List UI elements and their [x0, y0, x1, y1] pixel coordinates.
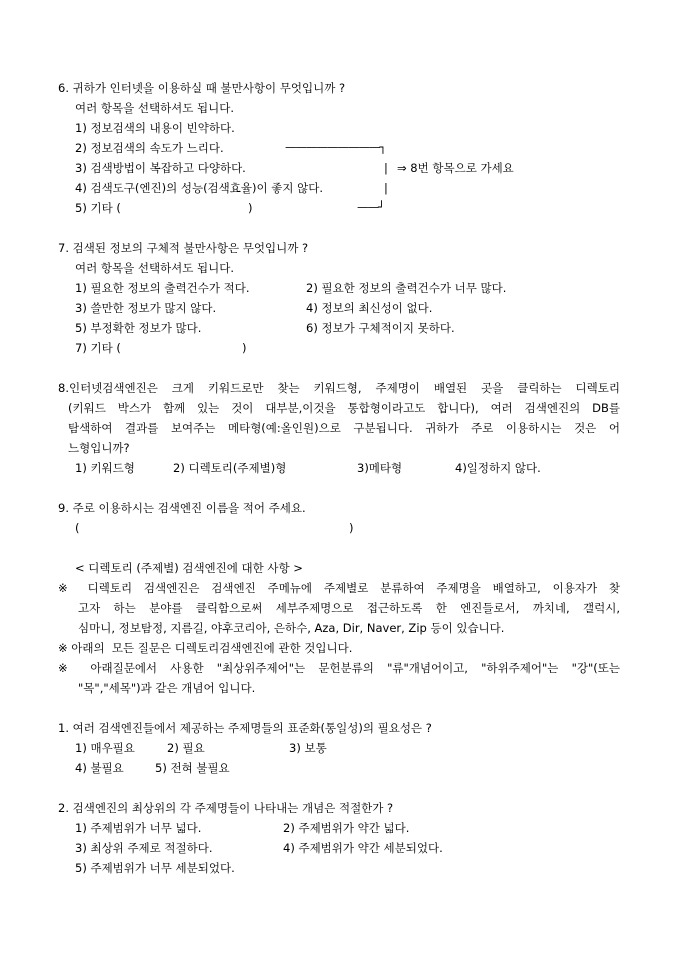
q8-option-3: 3)메타형: [357, 461, 403, 475]
s1-option-5: 5) 전혀 불필요: [155, 761, 230, 775]
q9-answer-open: (: [75, 521, 80, 535]
s1-option-1: 1) 매우필요: [75, 741, 135, 755]
q6-skip-instruction: ⇒ 8번 항목으로 가세요: [397, 161, 514, 175]
s2-option-4: 4) 주제범위가 약간 세분되었다.: [283, 841, 443, 855]
q7-option-6: 6) 정보가 구체적이지 못하다.: [306, 321, 455, 335]
section-note-1-line-1: ※ 디렉토리 검색엔진은 검색엔진 주메뉴에 주제별로 분류하여 주제명을 배열하고, 이용자가 찾: [58, 581, 620, 595]
s2-option-1: 1) 주제범위가 너무 넓다.: [75, 821, 202, 835]
q6-bracket-bottom: ——┘: [357, 200, 384, 214]
s2-option-5: 5) 주제범위가 너무 세분되었다.: [75, 861, 235, 875]
q7-option-4: 4) 정보의 최신성이 없다.: [306, 301, 433, 315]
q7-note: 여러 항목을 선택하셔도 됩니다.: [75, 261, 235, 275]
q8-option-1: 1) 키워드형: [75, 461, 135, 475]
s2-option-3: 3) 최상위 주제로 적절하다.: [75, 841, 213, 855]
section-note-1-line-3: 심마니, 정보탐정, 지름길, 야후코리아, 은하수, Aza, Dir, Naver, Zip 등이 있습니다.: [78, 621, 505, 635]
s1-option-4: 4) 불필요: [75, 761, 124, 775]
q9-answer-close: ): [349, 521, 354, 535]
q8-option-4: 4)일정하지 않다.: [455, 461, 541, 475]
q6-bracket-middle-1: |: [384, 161, 388, 175]
q7-option-2: 2) 필요한 정보의 출력건수가 너무 많다.: [306, 281, 507, 295]
s1-option-3: 3) 보통: [289, 741, 327, 755]
q6-bracket-middle-2: |: [384, 181, 388, 195]
q9-title: 9. 주로 이용하시는 검색엔진 이름을 적어 주세요.: [58, 501, 306, 515]
q7-option-7-close: ): [242, 341, 247, 355]
q7-option-7-label: 7) 기타 (: [75, 341, 121, 355]
q6-option-1: 1) 정보검색의 내용이 빈약하다.: [75, 121, 235, 135]
section-note-3-line-2: "목","세목")과 같은 개념어 입니다.: [78, 681, 256, 695]
section-note-2: ※ 아래의 모든 질문은 디렉토리검색엔진에 관한 것입니다.: [58, 641, 353, 655]
s2-option-2: 2) 주제범위가 약간 넓다.: [283, 821, 410, 835]
section-heading: < 디렉토리 (주제별) 검색엔진에 대한 사항 >: [75, 561, 303, 575]
q6-option-5-label: 5) 기타 (: [75, 201, 121, 215]
q8-text-line-1: 8.인터넷검색엔진은 크게 키워드로만 찾는 키워드형, 주제명이 배열된 곳을 클릭하는 디렉토리: [58, 381, 620, 395]
s2-title: 2. 검색엔진의 최상위의 각 주제명들이 나타내는 개념은 적절한가 ?: [58, 801, 394, 815]
s1-title: 1. 여러 검색엔진들에서 제공하는 주제명들의 표준화(통일성)의 필요성은 ?: [58, 721, 432, 735]
s1-option-2: 2) 필요: [167, 741, 205, 755]
q6-option-2: 2) 정보검색의 속도가 느리다.: [75, 141, 224, 155]
q6-note: 여러 항목을 선택하셔도 됩니다.: [75, 101, 235, 115]
q7-option-5: 5) 부정확한 정보가 많다.: [75, 321, 202, 335]
section-note-3-line-1: ※ 아래질문에서 사용한 "최상위주제어"는 문헌분류의 "류"개념어이고, "하위주제어"는 "강"(또는: [58, 661, 620, 675]
q6-option-5-close: ): [248, 201, 253, 215]
q6-bracket-top: —————————┐: [285, 140, 386, 154]
q7-title: 7. 검색된 정보의 구체적 불만사항은 무엇입니까 ?: [58, 241, 309, 255]
q8-text-line-4: 느형입니까?: [68, 441, 130, 455]
q8-option-2: 2) 디렉토리(주제별)형: [173, 461, 287, 475]
q8-text-line-2: (키워드 박스가 함께 있는 것이 대부분,이것을 통합형이라고도 합니다), 여러 검색엔진의 DB를: [68, 401, 620, 415]
q6-option-3: 3) 검색방법이 복잡하고 다양하다.: [75, 161, 246, 175]
q7-option-3: 3) 쓸만한 정보가 많지 않다.: [75, 301, 217, 315]
q7-option-1: 1) 필요한 정보의 출력건수가 적다.: [75, 281, 250, 295]
q6-option-4: 4) 검색도구(엔진)의 성능(검색효율)이 좋지 않다.: [75, 181, 323, 195]
q6-title: 6. 귀하가 인터넷을 이용하실 때 불만사항이 무엇입니까 ?: [58, 81, 346, 95]
q8-text-line-3: 탐색하여 결과를 보여주는 메타형(예:올인원)으로 구분됩니다. 귀하가 주로 이용하시는 것은 어: [68, 421, 620, 435]
section-note-1-line-2: 고자 하는 분야를 클릭함으로써 세부주제명으로 접근하도록 한 엔진들로서, 까치네, 갤럭시,: [78, 601, 620, 615]
